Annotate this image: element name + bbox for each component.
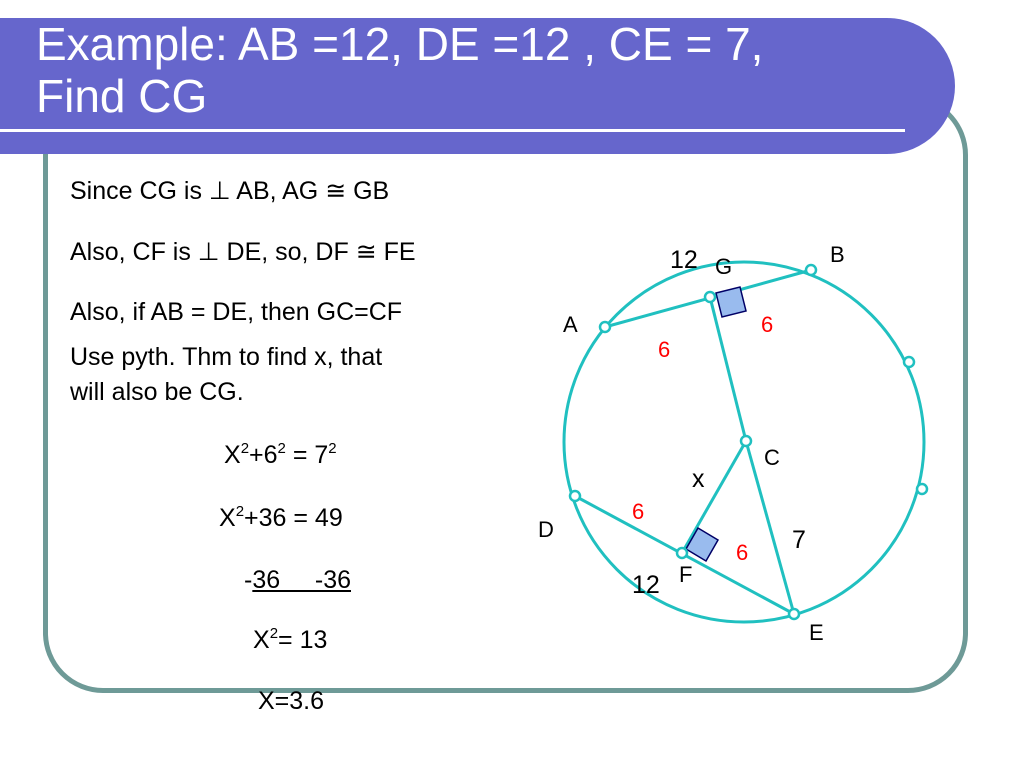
measure-gb: 6 bbox=[761, 312, 774, 337]
label-f: F bbox=[679, 562, 693, 587]
point-e bbox=[789, 609, 799, 619]
point-f bbox=[677, 548, 687, 558]
point-g bbox=[705, 292, 715, 302]
label-e: E bbox=[809, 620, 824, 645]
body-line-1: Since CG is ⊥ AB, AG ≅ GB bbox=[70, 177, 390, 205]
measure-ce: 7 bbox=[792, 526, 806, 554]
eq4-a: X bbox=[253, 626, 270, 654]
label-d: D bbox=[538, 517, 554, 542]
point-extra-lower bbox=[917, 484, 927, 494]
eq1-b: +6 bbox=[249, 441, 278, 469]
eq1-c-exponent: 2 bbox=[328, 440, 337, 457]
point-c bbox=[741, 436, 751, 446]
measure-de: 12 bbox=[632, 571, 660, 599]
measure-df: 6 bbox=[632, 499, 645, 524]
eq4-a-exponent: 2 bbox=[269, 625, 279, 642]
label-c: C bbox=[764, 445, 780, 470]
point-b bbox=[806, 265, 816, 275]
body-line-5: will also be CG. bbox=[70, 378, 244, 406]
measure-ab: 12 bbox=[670, 246, 698, 274]
title-line-1: Example: AB =12, DE =12 , CE = 7, bbox=[36, 18, 764, 70]
eq1-a-exponent: 2 bbox=[240, 440, 250, 457]
eq2-a-exponent: 2 bbox=[235, 503, 245, 520]
body-line-4: Use pyth. Thm to find x, that bbox=[70, 343, 383, 371]
right-angle-marker-g bbox=[716, 287, 746, 317]
eq3-lead: - bbox=[244, 566, 253, 594]
label-a: A bbox=[563, 312, 578, 337]
measure-ag: 6 bbox=[658, 337, 671, 362]
eq2-b: +36 = 49 bbox=[244, 504, 343, 532]
right-angle-marker-f bbox=[686, 528, 718, 561]
point-d bbox=[570, 491, 580, 501]
body-line-3: Also, if AB = DE, then GC=CF bbox=[70, 298, 403, 326]
eq3-underlined: 36 -36 bbox=[252, 566, 351, 594]
eq1-a: X bbox=[224, 441, 241, 469]
segment-cg bbox=[710, 297, 746, 441]
segment-cf bbox=[682, 441, 746, 553]
measure-cf: x bbox=[692, 465, 705, 493]
eq1-c: = 7 bbox=[285, 441, 329, 469]
point-extra-upper bbox=[904, 357, 914, 367]
measure-fe: 6 bbox=[736, 540, 749, 565]
body-line-2: Also, CF is ⊥ DE, so, DF ≅ FE bbox=[70, 238, 416, 266]
point-a bbox=[600, 322, 610, 332]
label-g: G bbox=[715, 254, 733, 279]
eq1-b-exponent: 2 bbox=[277, 440, 286, 457]
label-b: B bbox=[830, 242, 845, 267]
equation-5: X=3.6 bbox=[258, 687, 325, 715]
eq4-b: = 13 bbox=[278, 626, 328, 654]
eq2-a: X bbox=[219, 504, 236, 532]
title-line-2: Find CG bbox=[36, 70, 208, 122]
